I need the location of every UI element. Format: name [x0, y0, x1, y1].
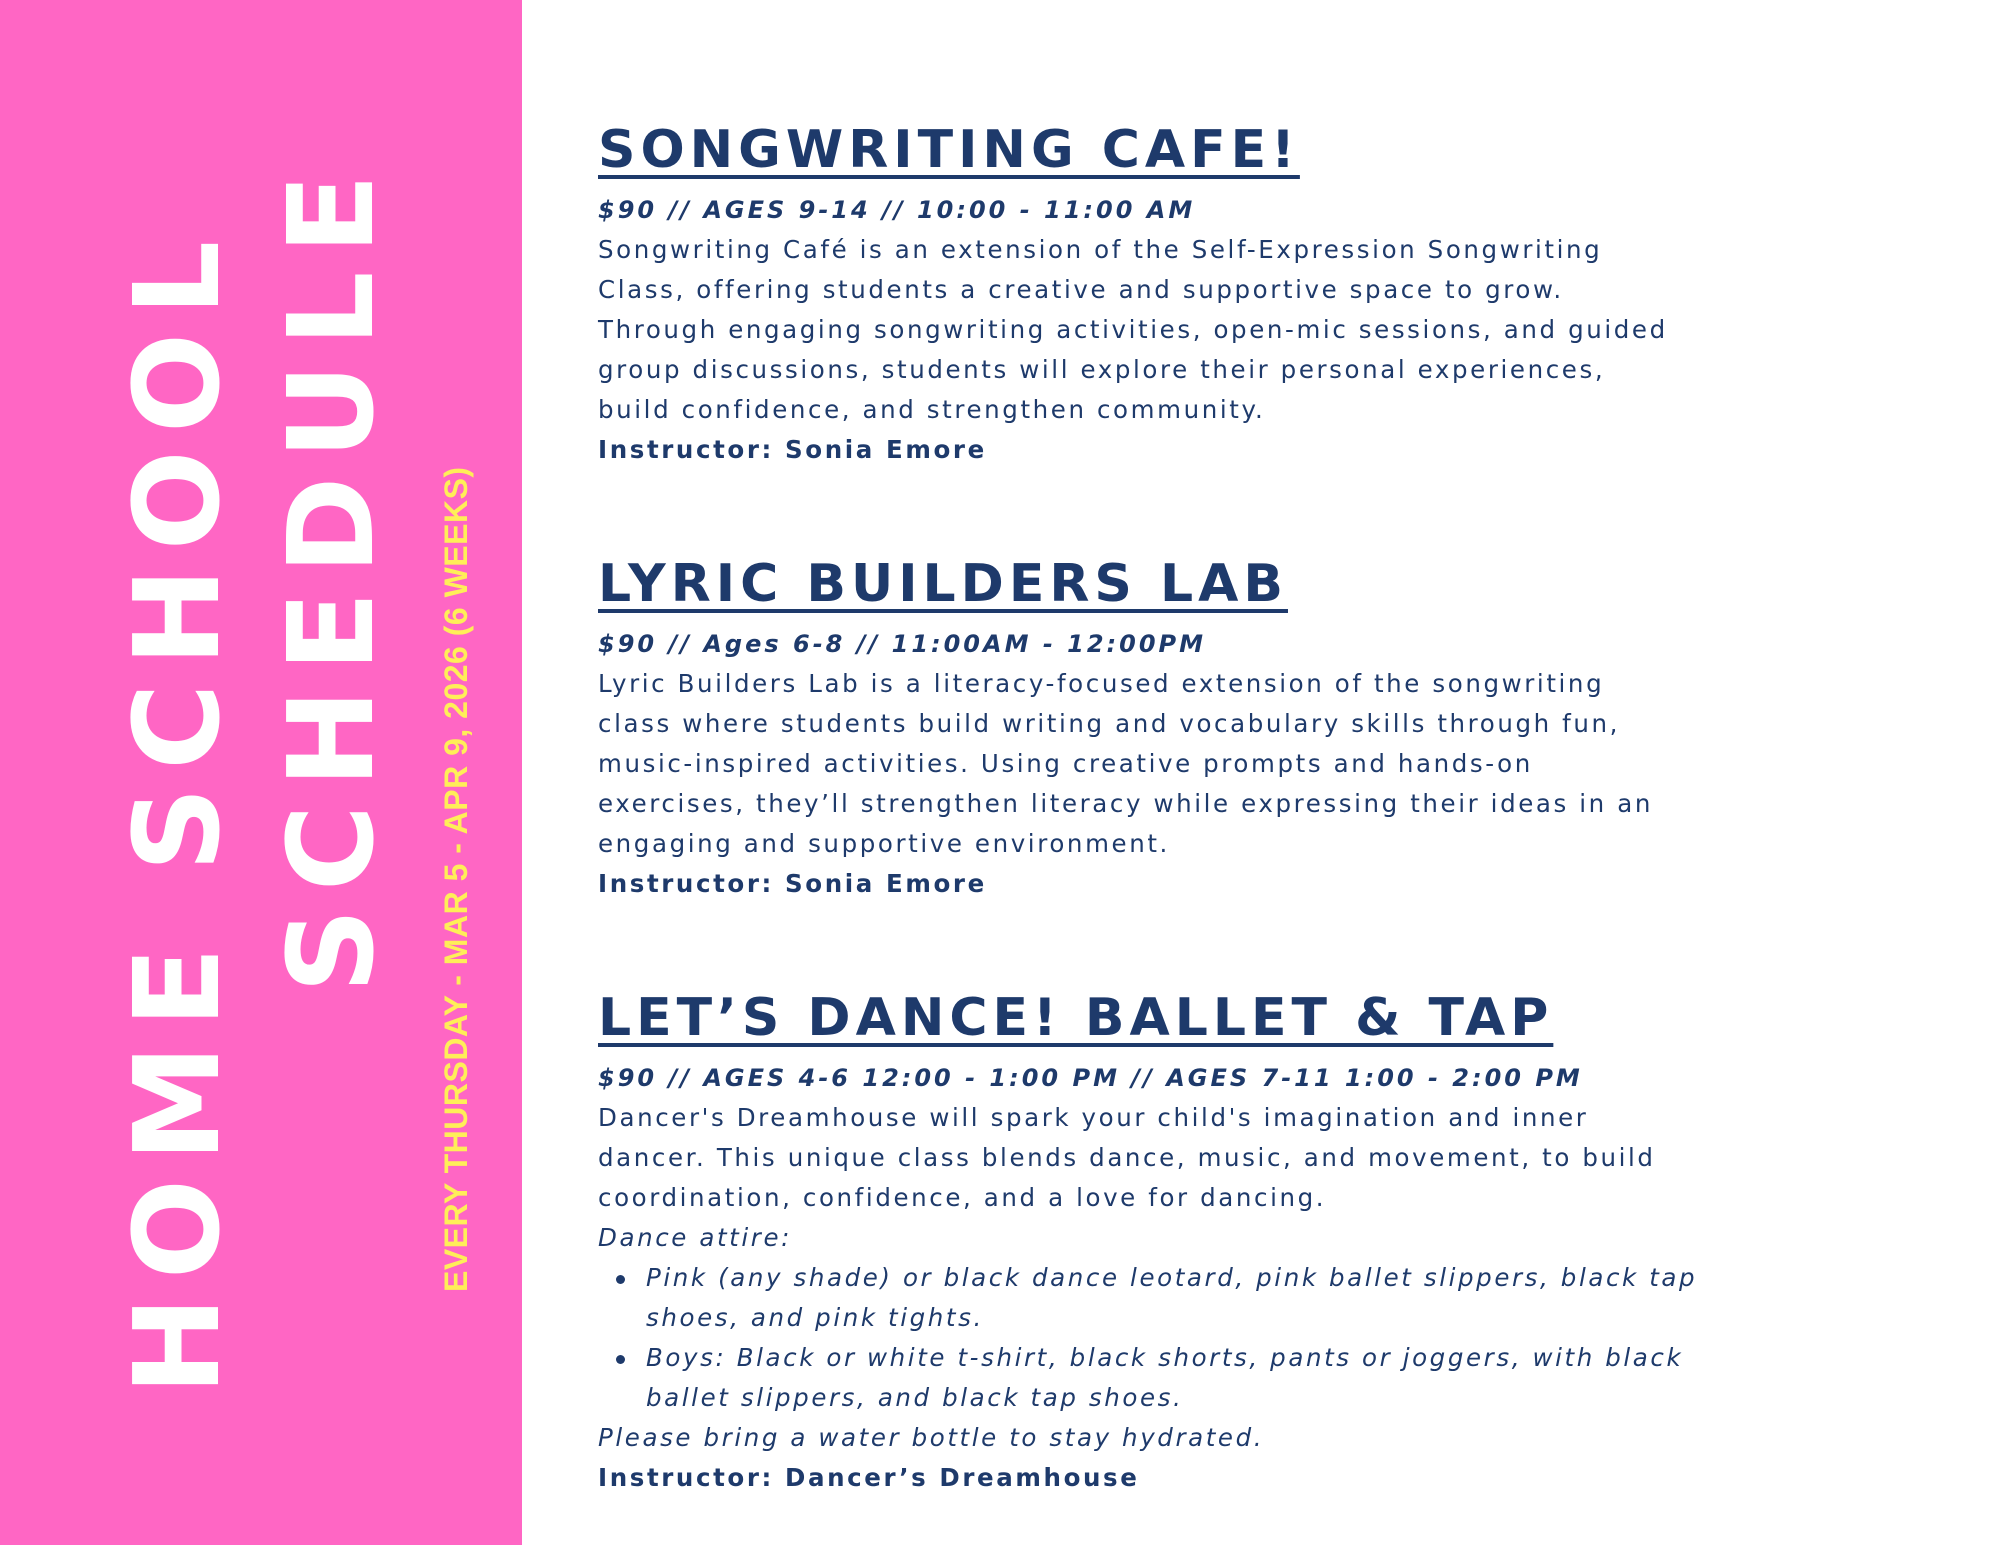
instructor: Instructor: Dancer’s Dreamhouse	[598, 1463, 1140, 1492]
description-line: exercises, they’ll strengthen literacy while expressing their ideas in an	[598, 789, 1653, 818]
title-schedule: SCHEDULE	[262, 156, 400, 994]
description-line: Class, offering students a creative and supportive space to grow.	[598, 275, 1564, 304]
class-meta: $90 // AGES 4-6 12:00 - 1:00 PM // AGES 7-11 1:00 - 2:00 PM	[598, 1064, 1583, 1092]
instructor: Instructor: Sonia Emore	[598, 435, 987, 464]
description-line: engaging and supportive environment.	[598, 829, 1170, 858]
class-description	[598, 664, 1928, 864]
list-item-line: Boys: Black or white t-shirt, black shorts, pants or joggers, with black	[646, 1343, 1684, 1372]
description-line: dancer. This unique class blends dance, music, and movement, to build	[598, 1143, 1656, 1172]
class-songwriting-cafe	[598, 112, 1928, 470]
sidebar-banner	[0, 0, 522, 1545]
instructor: Instructor: Sonia Emore	[598, 869, 987, 898]
attire-list	[598, 1258, 1928, 1418]
list-item-line: shoes, and pink tights.	[646, 1303, 984, 1332]
title-home-school: HOME SCHOOL	[108, 223, 246, 1395]
description-line: coordination, confidence, and a love for dancing.	[598, 1183, 1327, 1212]
bullet-icon	[616, 1275, 625, 1284]
description-line: Songwriting Café is an extension of the Self-Expression Songwriting	[598, 235, 1603, 264]
section-spacer	[598, 904, 1928, 980]
water-bottle-note: Please bring a water bottle to stay hydrated.	[598, 1423, 1265, 1452]
class-lets-dance	[598, 980, 1928, 1498]
attire-label: Dance attire:	[598, 1223, 792, 1252]
class-description	[598, 230, 1928, 430]
schedule-dates: EVERY THURSDAY - MAR 5 - APR 9, 2026 (6 WEEKS)	[438, 466, 474, 1292]
class-lyric-builders-lab	[598, 546, 1928, 904]
class-meta: $90 // AGES 9-14 // 10:00 - 11:00 AM	[598, 196, 1196, 224]
description-line: music-inspired activities. Using creative prompts and hands-on	[598, 749, 1533, 778]
description-line: Through engaging songwriting activities, open-mic sessions, and guided	[598, 315, 1668, 344]
section-spacer	[598, 470, 1928, 546]
description-line: class where students build writing and vocabulary skills through fun,	[598, 709, 1621, 738]
bullet-icon	[616, 1355, 625, 1364]
class-meta: $90 // Ages 6-8 // 11:00AM - 12:00PM	[598, 630, 1207, 658]
section-title: LYRIC BUILDERS LAB	[598, 554, 1288, 614]
list-item	[646, 1338, 1928, 1418]
list-item	[646, 1258, 1928, 1338]
list-item-line: ballet slippers, and black tap shoes.	[646, 1383, 1184, 1412]
description-line: Dancer's Dreamhouse will spark your child's imagination and inner	[598, 1103, 1589, 1132]
description-line: Lyric Builders Lab is a literacy-focused extension of the songwriting	[598, 669, 1605, 698]
description-line: group discussions, students will explore their personal experiences,	[598, 355, 1606, 384]
list-item-line: Pink (any shade) or black dance leotard, pink ballet slippers, black tap	[646, 1263, 1698, 1292]
class-listing	[598, 112, 1928, 1498]
section-title: SONGWRITING CAFE!	[598, 120, 1300, 180]
class-description	[598, 1098, 1928, 1218]
description-line: build confidence, and strengthen community.	[598, 395, 1266, 424]
section-title: LET’S DANCE! BALLET & TAP	[598, 988, 1554, 1048]
